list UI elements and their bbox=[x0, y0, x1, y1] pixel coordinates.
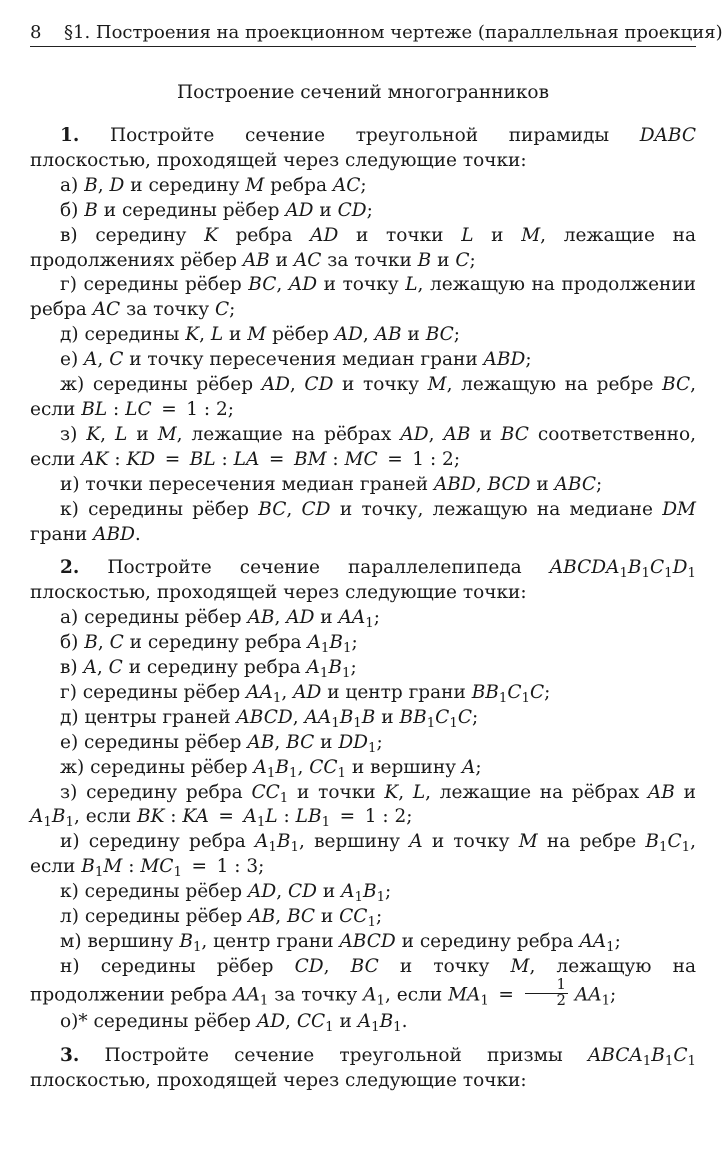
problem-2-item-k: л) середины рёбер AB, BC и $CC_1$; bbox=[60, 906, 383, 931]
problem-2-item-l: м) вершину $B_1$, центр грани ABCD и середину ребра $AA_1$; bbox=[60, 931, 621, 955]
problem-1-item-b: б) B и середины рёбер AD и CD; bbox=[60, 199, 373, 221]
problem-2-item-e: д) центры граней ABCD, $AA_1B_1B$ и $BB_1C_1C$; bbox=[60, 706, 479, 731]
problem-2-item-f: е) середины рёбер AB, BC и $DD_1$; bbox=[60, 731, 383, 756]
page-number: 8 bbox=[30, 22, 42, 43]
problem-1-item-d: г) середины рёбер BC, AD и точку L, лежащую на продолжении ребра AC за точку C; bbox=[30, 274, 697, 321]
problem-2-item-n: о)* середины рёбер AD, $CC_1$ и $A_1B_1$. bbox=[60, 1011, 408, 1036]
problem-1-item-a: а) B, D и середину M ребра AC; bbox=[60, 174, 367, 196]
fraction: $\frac{1}{2}$ bbox=[525, 978, 568, 1009]
problem-2-item-m: н) середины рёбер CD, BC и точку M, лежащую на продолжении ребра $AA_1$ за точку $A_1$, если $MA_1$ = $\frac{1}{2}$ $AA_1$; bbox=[30, 955, 696, 1009]
problem-2-item-j: к) середины рёбер AD, CD и $A_1B_1$; bbox=[60, 881, 392, 906]
problem-number: 1. bbox=[60, 125, 80, 146]
section-title: Построение сечений многогранников bbox=[176, 82, 549, 103]
problem-1-intro: 1. Постройте сечение треугольной пирамиды DABC плоскостью, проходящей через следующие точки: bbox=[30, 125, 696, 171]
problem-2-item-h: з) середину ребра $CC_1$ и точки K, L, лежащие на рёбрах AB и $A_1B_1$, если BK : KA = $A_1L$ : $LB_1 = 1$ : 2; bbox=[30, 781, 696, 831]
problem-2-item-b: б) B, C и середину ребра $A_1B_1$; bbox=[60, 632, 358, 657]
problem-number: 2. bbox=[60, 557, 80, 579]
running-title: §1. Построения на проекционном чертеже (параллельная проекция) bbox=[64, 22, 723, 43]
problem-2-item-d: г) середины рёбер $AA_1$, AD и центр грани $BB_1C_1C$; bbox=[60, 681, 551, 706]
problem-1-item-f: е) A, C и точку пересечения медиан грани ABD; bbox=[60, 349, 532, 371]
problem-2-intro: 2. Постройте сечение параллелепипеда $ABCDA_1B_1C_1D_1$ плоскостью, проходящей через следующие точки: bbox=[30, 557, 696, 604]
problem-1-item-c: в) середину K ребра AD и точки L и M, лежащие на продолжениях рёбер AB и AC за точки B и C; bbox=[30, 224, 697, 271]
problem-1-item-j: к) середины рёбер BC, CD и точку, лежащую на медиане DM грани ABD. bbox=[30, 498, 696, 545]
problem-2-item-i: и) середину ребра $A_1B_1$, вершину A и точку M на ребре $B_1C_1$, если $B_1M$ : $MC_1 = 1$ : 3; bbox=[30, 831, 697, 881]
problem-3-intro: 3. Постройте сечение треугольной призмы $ABCA_1B_1C_1$ плоскостью, проходящей через следующие точки: bbox=[30, 1045, 696, 1092]
problem-2-item-g: ж) середины рёбер $A_1B_1$, $CC_1$ и вершину A; bbox=[60, 756, 482, 781]
problem-number: 3. bbox=[60, 1045, 80, 1067]
text-body bbox=[30, 124, 696, 1094]
problem-1-item-e: д) середины K, L и M рёбер AD, AB и BC; bbox=[60, 324, 461, 346]
problem-1-item-h: з) K, L и M, лежащие на рёбрах AD, AB и BC соответственно, если AK : KD = BL : LA = BM : MC = 1 : 2; bbox=[30, 423, 696, 470]
running-header bbox=[30, 20, 723, 47]
problem-2-item-a: а) середины рёбер AB, AD и $AA_1$; bbox=[60, 607, 380, 632]
problem-1-item-g: ж) середины рёбер AD, CD и точку M, лежащую на ребре BC, если BL : LC = 1 : 2; bbox=[30, 374, 696, 420]
problem-2-item-c: в) A, C и середину ребра $A_1B_1$; bbox=[60, 657, 357, 682]
problem-1-item-i: и) точки пересечения медиан граней ABD, BCD и ABC; bbox=[60, 473, 603, 495]
